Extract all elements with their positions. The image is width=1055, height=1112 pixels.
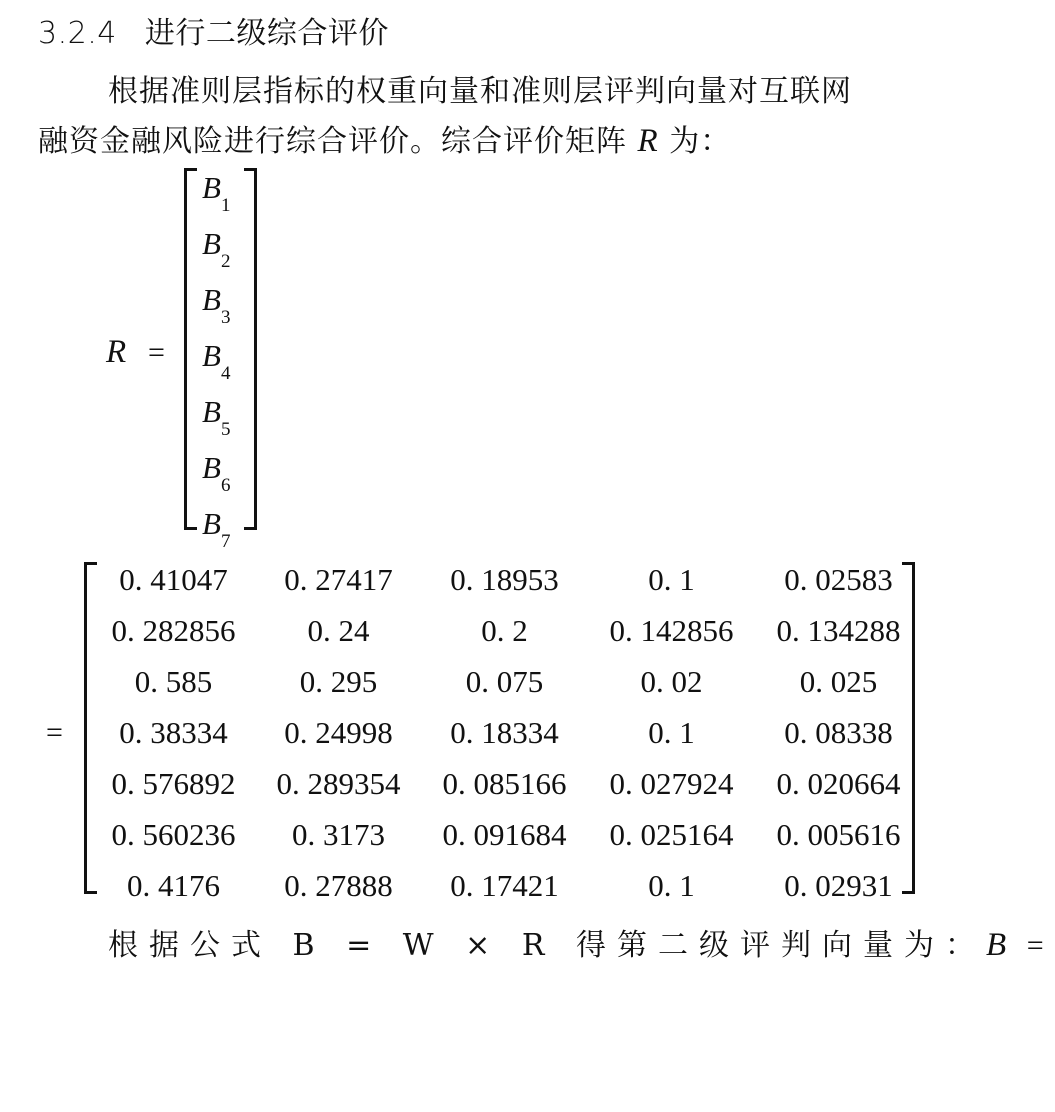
- section-title: 进行二级综合评价: [144, 16, 389, 51]
- matrix-cell: 0. 18334: [450, 715, 559, 750]
- matrix-cell: 0. 025164: [609, 817, 734, 852]
- vector-element: [202, 394, 231, 441]
- matrix-cell: 0. 02: [640, 664, 703, 699]
- matrix-equals: =: [46, 716, 63, 749]
- matrix-cell: 0. 17421: [450, 868, 559, 903]
- vector-element-base: B: [202, 506, 221, 541]
- formula-var-b: B: [985, 927, 1007, 963]
- matrix-variable-r: R: [637, 123, 659, 159]
- matrix-cell: 0. 1: [648, 868, 695, 903]
- matrix-cell: 0. 27417: [284, 562, 393, 597]
- equation-lhs: R: [106, 334, 127, 370]
- vector-element-subscript: 2: [220, 251, 231, 273]
- section-number: 3.2.4: [38, 16, 117, 51]
- vector-element-base: B: [202, 282, 221, 317]
- matrix-cell: 0. 289354: [276, 766, 401, 801]
- vector-element-subscript: 5: [220, 419, 231, 441]
- matrix-cell: 0. 091684: [442, 817, 567, 852]
- column-vector: [184, 168, 258, 553]
- matrix-cell: 0. 1: [648, 715, 695, 750]
- vector-right-bracket: [244, 168, 257, 530]
- vector-element-base: B: [202, 226, 221, 261]
- matrix-cell: 0. 134288: [776, 613, 901, 648]
- matrix-cell: 0. 005616: [776, 817, 901, 852]
- matrix-cell: 0. 02931: [784, 868, 893, 903]
- matrix-cell: 0. 576892: [111, 766, 236, 801]
- vector-element-subscript: 1: [220, 195, 231, 217]
- paragraph-line-2-suffix: 为：: [669, 124, 732, 159]
- matrix-cell: 0. 41047: [119, 562, 228, 597]
- matrix-cell: 0. 4176: [127, 868, 220, 903]
- matrix-cell: 0. 38334: [119, 715, 228, 750]
- vector-element-subscript: 4: [220, 363, 231, 385]
- vector-element: [202, 170, 231, 217]
- matrix-cell: 0. 24: [307, 613, 370, 648]
- matrix-cell: 0. 560236: [111, 817, 236, 852]
- vector-element-base: B: [202, 394, 221, 429]
- matrix-cell: 0. 2: [481, 613, 528, 648]
- matrix-cell: 0. 025: [799, 664, 878, 699]
- matrix-cell: 0. 020664: [776, 766, 901, 801]
- paragraph-line-2: [38, 116, 731, 160]
- vector-left-bracket: [184, 168, 197, 530]
- vector-element: [202, 450, 231, 497]
- matrix-cell: 0. 24998: [284, 715, 393, 750]
- matrix: [84, 562, 924, 903]
- paragraph-line-1: 根据准则层指标的权重向量和准则层评判向量对互联网: [108, 74, 852, 109]
- matrix-cell: 0. 1: [648, 562, 695, 597]
- matrix-cell: 0. 295: [299, 664, 378, 699]
- paragraph-line-2-text: 融资金融风险进行综合评价。综合评价矩阵: [38, 124, 627, 159]
- matrix-cell: 0. 02583: [784, 562, 893, 597]
- vector-element-base: B: [202, 338, 221, 373]
- matrix-cell: 0. 18953: [450, 562, 559, 597]
- matrix-cell: 0. 08338: [784, 715, 893, 750]
- equation-equals: =: [148, 336, 165, 369]
- formula-text: 根据公式 B = W × R 得第二级评判向量为：: [108, 928, 986, 963]
- matrix-cell: 0. 142856: [609, 613, 734, 648]
- matrix-cell: 0. 27888: [284, 868, 393, 903]
- vector-element: [202, 226, 231, 273]
- vector-element: [202, 506, 231, 553]
- formula-equals: =: [1026, 929, 1055, 962]
- matrix-cell: 0. 3173: [292, 817, 385, 852]
- vector-element-subscript: 7: [220, 531, 231, 553]
- vector-element: [202, 282, 231, 329]
- vector-element-subscript: 3: [220, 307, 231, 329]
- vector-element-subscript: 6: [220, 475, 231, 497]
- vector-element: [202, 338, 231, 385]
- vector-element-base: B: [202, 170, 221, 205]
- formula-line: [108, 920, 1055, 964]
- vector-element-base: B: [202, 450, 221, 485]
- matrix-cell: 0. 085166: [442, 766, 567, 801]
- matrix-cell: 0. 075: [465, 664, 544, 699]
- matrix-cell: 0. 027924: [609, 766, 734, 801]
- section-heading: [38, 8, 389, 52]
- matrix-cell: 0. 585: [134, 664, 213, 699]
- matrix-cell: 0. 282856: [111, 613, 236, 648]
